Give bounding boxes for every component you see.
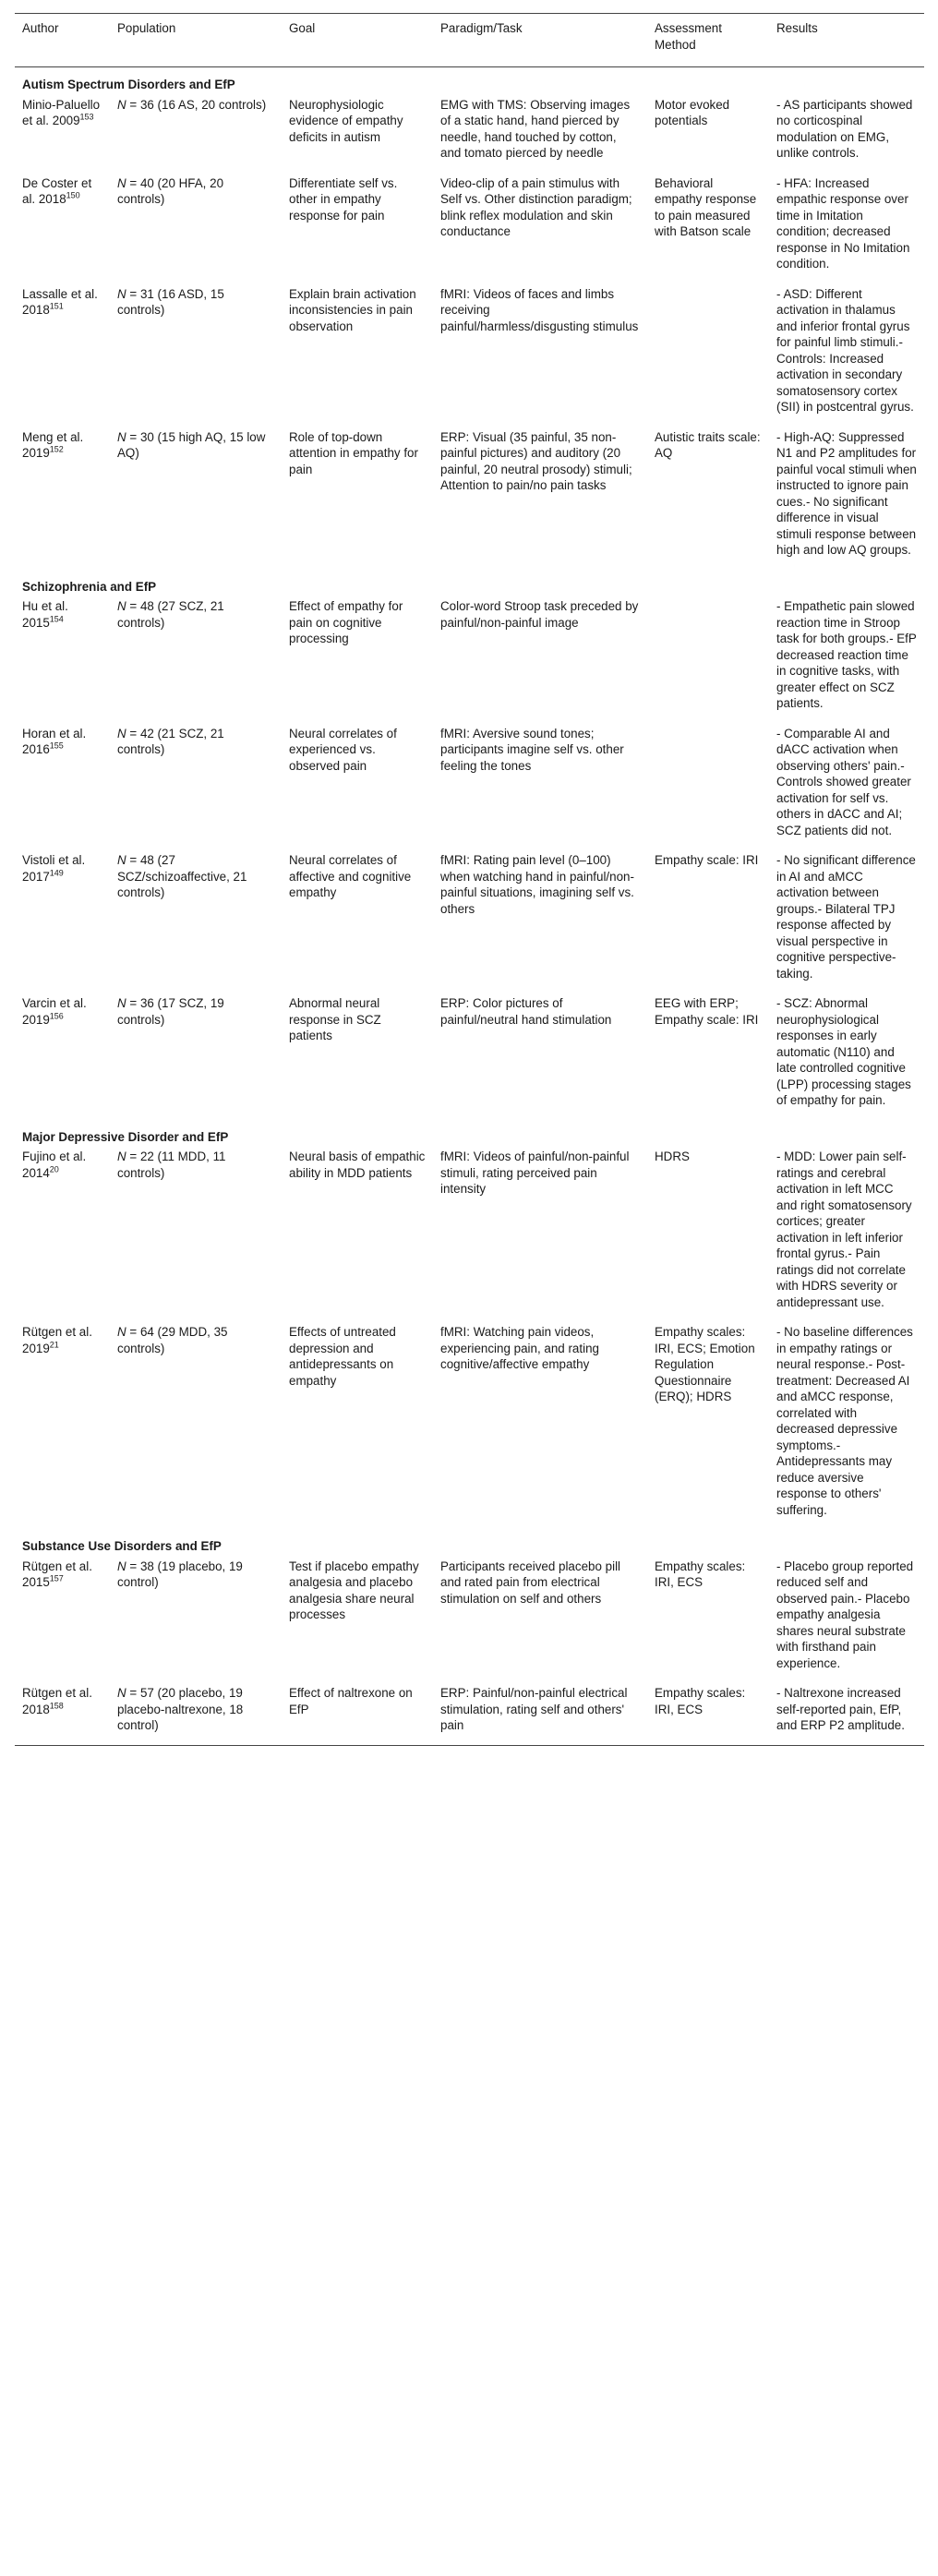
author-text: Hu et al. 2015 <box>22 599 68 630</box>
population-cell <box>110 723 282 850</box>
table-body <box>15 67 924 1746</box>
population-text: = 36 (17 SCZ, 19 controls) <box>117 996 224 1027</box>
header-results: Results <box>769 14 924 67</box>
table-row <box>15 1321 924 1529</box>
paradigm-cell: fMRI: Rating pain level (0–100) when watching hand in painful/non-painful situations, imagining self vs. others <box>440 853 634 916</box>
paradigm-cell: ERP: Color pictures of painful/neutral hand stimulation <box>440 996 612 1027</box>
population-cell <box>110 1146 282 1321</box>
author-cell <box>15 993 110 1120</box>
paradigm-cell: ERP: Visual (35 painful, 35 non-painful pictures) and auditory (20 painful, 20 neutral prosody) stimuli; Attention to pain/no pain tasks <box>440 429 632 492</box>
header-assessment: Assessment Method <box>647 14 769 67</box>
author-text: De Coster et al. 2018 <box>22 175 92 206</box>
assessment-cell: Empathy scales: IRI, ECS <box>647 1682 769 1745</box>
population-text: = 30 (15 high AQ, 15 low AQ) <box>117 429 266 460</box>
section-row <box>15 1120 924 1147</box>
results-cell: - Comparable AI and dACC activation when observing others' pain.- Controls showed greater activation for self vs. others in dACC and AI; SCZ patients did not. <box>776 726 911 837</box>
reference-number: 150 <box>66 190 80 200</box>
table-row <box>15 94 924 173</box>
n-symbol: N <box>117 1325 126 1339</box>
population-text: = 36 (16 AS, 20 controls) <box>129 97 267 112</box>
reference-number: 154 <box>49 614 64 624</box>
goal-cell: Effect of empathy for pain on cognitive processing <box>289 599 403 645</box>
n-symbol: N <box>117 726 126 740</box>
assessment-cell: Behavioral empathy response to pain measured with Batson scale <box>655 175 757 238</box>
n-symbol: N <box>117 996 126 1010</box>
population-text: = 38 (19 placebo, 19 control) <box>117 1559 243 1589</box>
population-text: = 40 (20 HFA, 20 controls) <box>117 175 224 206</box>
results-cell: - ASD: Different activation in thalamus and inferior frontal gyrus for painful limb stimuli.- Controls: Increased activation in secondary somatosensory cortex (SII) in postcentral gyrus. <box>776 286 914 414</box>
paradigm-cell: EMG with TMS: Observing images of a static hand, hand pierced by needle, hand touched by cotton, and tomato pierced by needle <box>440 97 631 160</box>
results-cell: - MDD: Lower pain self-ratings and cerebral activation in left MCC and right somatosensory cortices; greater activation in left inferior frontal gyrus.- Pain ratings did not correlate with HDRS severity or antidepressant use. <box>776 1150 912 1309</box>
goal-cell: Effect of naltrexone on EfP <box>282 1682 433 1745</box>
population-text: = 42 (21 SCZ, 21 controls) <box>117 726 224 756</box>
author-text: Vistoli et al. 2017 <box>22 853 86 884</box>
table-header <box>15 14 924 67</box>
results-cell: - No baseline differences in empathy ratings or neural response.- Post-treatment: Decreased AI and aMCC response, correlated with decreased depressive symptoms.- Antidepressants may reduce aversive response to others' suffering. <box>776 1325 913 1517</box>
n-symbol: N <box>117 286 126 301</box>
paradigm-cell: ERP: Painful/non-painful electrical stimulation, rating self and others' pain <box>433 1682 647 1745</box>
population-cell <box>110 1321 282 1529</box>
header-author: Author <box>15 14 110 67</box>
table-row <box>15 849 924 993</box>
results-cell: - HFA: Increased empathic response over time in Imitation condition; decreased response in No Imitation condition. <box>776 175 910 271</box>
author-cell <box>15 723 110 850</box>
goal-cell: Effects of untreated depression and antidepressants on empathy <box>289 1325 396 1388</box>
author-text: Meng et al. 2019 <box>22 429 84 460</box>
author-cell <box>15 427 110 570</box>
author-text: Lassalle et al. 2018 <box>22 286 98 317</box>
reference-number: 149 <box>49 868 64 878</box>
section-title: Major Depressive Disorder and EfP <box>22 1129 229 1144</box>
author-cell <box>15 94 110 173</box>
author-cell <box>15 173 110 283</box>
population-cell <box>110 596 282 723</box>
table-row <box>15 427 924 570</box>
results-cell: - High-AQ: Suppressed N1 and P2 amplitudes for painful vocal stimuli when instructed to ignore pain cues.- No significant difference in visual stimuli response between high and low AQ groups. <box>776 429 917 557</box>
paradigm-cell: fMRI: Videos of faces and limbs receiving painful/harmless/disgusting stimulus <box>440 286 639 333</box>
n-symbol: N <box>117 429 126 444</box>
reference-number: 151 <box>49 301 64 311</box>
goal-cell: Abnormal neural response in SCZ patients <box>289 996 381 1042</box>
paradigm-cell: Video-clip of a pain stimulus with Self vs. Other distinction paradigm; blink reflex modulation and skin conductance <box>440 175 632 238</box>
table-row <box>15 1146 924 1321</box>
table-row <box>15 1682 924 1745</box>
header-goal: Goal <box>282 14 433 67</box>
results-cell: - Placebo group reported reduced self and observed pain.- Placebo empathy analgesia shares neural substrate with firsthand pain experience. <box>776 1559 914 1670</box>
population-text: = 31 (16 ASD, 15 controls) <box>117 286 224 317</box>
author-cell <box>15 1682 110 1745</box>
population-cell <box>110 849 282 993</box>
population-cell <box>110 283 282 427</box>
reference-number: 158 <box>49 1701 64 1711</box>
results-cell: - No significant difference in AI and aMCC activation between groups.- Bilateral TPJ response affected by visual perspective in cognitive perspective-taking. <box>776 853 916 981</box>
author-text: Rütgen et al. 2019 <box>22 1325 92 1355</box>
table-row <box>15 1556 924 1683</box>
population-cell <box>110 1682 282 1745</box>
n-symbol: N <box>117 599 126 613</box>
author-text: Varcin et al. 2019 <box>22 996 87 1027</box>
population-cell <box>110 1556 282 1683</box>
n-symbol: N <box>117 1150 126 1163</box>
section-row <box>15 1529 924 1556</box>
author-cell <box>15 1321 110 1529</box>
section-row <box>15 67 924 94</box>
author-text: Minio-Paluello et al. 2009 <box>22 97 101 127</box>
paradigm-cell: Color-word Stroop task preceded by painful/non-painful image <box>440 599 639 630</box>
reference-number: 21 <box>49 1340 59 1350</box>
n-symbol: N <box>117 175 126 190</box>
population-text: = 48 (27 SCZ, 21 controls) <box>117 599 224 630</box>
table-row <box>15 596 924 723</box>
assessment-cell <box>647 596 769 723</box>
goal-cell: Neural correlates of experienced vs. observed pain <box>289 726 397 773</box>
section-title: Substance Use Disorders and EfP <box>22 1539 222 1553</box>
author-text: Rütgen et al. 2018 <box>22 1686 92 1716</box>
paradigm-cell: Participants received placebo pill and rated pain from electrical stimulation on self and others <box>440 1559 621 1606</box>
reference-number: 153 <box>79 112 94 122</box>
table-row <box>15 283 924 427</box>
author-text: Horan et al. 2016 <box>22 726 87 756</box>
goal-cell: Neural correlates of affective and cognitive empathy <box>289 853 412 899</box>
author-cell <box>15 1556 110 1683</box>
goal-cell: Neurophysiologic evidence of empathy deficits in autism <box>289 97 403 144</box>
author-text: Rütgen et al. 2015 <box>22 1559 92 1589</box>
assessment-cell: Empathy scale: IRI <box>655 853 759 867</box>
reference-number: 156 <box>49 1011 64 1021</box>
results-cell: - SCZ: Abnormal neurophysiological responses in early automatic (N110) and late controlled cognitive (LPP) processing stages of empathy for pain. <box>776 996 911 1107</box>
assessment-cell <box>647 723 769 850</box>
reference-number: 20 <box>49 1164 59 1174</box>
n-symbol: N <box>117 1559 126 1573</box>
author-cell <box>15 283 110 427</box>
paradigm-cell: fMRI: Aversive sound tones; participants imagine self vs. other feeling the tones <box>440 726 624 773</box>
paradigm-cell: fMRI: Videos of painful/non-painful stimuli, rating perceived pain intensity <box>440 1150 630 1196</box>
results-cell: - Empathetic pain slowed reaction time in Stroop task for both groups.- EfP decreased reaction time in cognitive tasks, with greater effect on SCZ patients. <box>776 599 917 710</box>
assessment-cell: Empathy scales: IRI, ECS <box>655 1559 746 1589</box>
goal-cell: Differentiate self vs. other in empathy response for pain <box>289 175 398 223</box>
author-cell <box>15 1146 110 1321</box>
table-row <box>15 993 924 1120</box>
n-symbol: N <box>117 1686 126 1700</box>
reference-number: 155 <box>49 740 64 751</box>
reference-number: 157 <box>49 1573 64 1583</box>
assessment-cell: Motor evoked potentials <box>655 97 730 127</box>
reference-number: 152 <box>49 444 64 454</box>
section-title: Autism Spectrum Disorders and EfP <box>22 78 235 91</box>
population-cell <box>110 173 282 283</box>
assessment-cell: EEG with ERP; Empathy scale: IRI <box>655 996 759 1027</box>
assessment-cell: Empathy scales: IRI, ECS; Emotion Regulation Questionnaire (ERQ); HDRS <box>655 1325 755 1403</box>
goal-cell: Test if placebo empathy analgesia and placebo analgesia share neural processes <box>289 1559 419 1621</box>
results-cell: - Naltrexone increased self-reported pain, EfP, and ERP P2 amplitude. <box>769 1682 924 1745</box>
assessment-cell <box>647 283 769 427</box>
table-row <box>15 723 924 850</box>
population-cell <box>110 427 282 570</box>
section-title: Schizophrenia and EfP <box>22 579 157 594</box>
header-population: Population <box>110 14 282 67</box>
goal-cell: Role of top-down attention in empathy for pain <box>289 429 418 476</box>
author-cell <box>15 596 110 723</box>
assessment-cell: Autistic traits scale: AQ <box>655 429 761 460</box>
population-text: = 64 (29 MDD, 35 controls) <box>117 1325 228 1355</box>
studies-table <box>15 13 924 1746</box>
author-cell <box>15 849 110 993</box>
section-row <box>15 570 924 596</box>
paradigm-cell: fMRI: Watching pain videos, experiencing pain, and rating cognitive/affective empathy <box>440 1325 599 1371</box>
table-row <box>15 173 924 283</box>
population-cell <box>110 993 282 1120</box>
n-symbol: N <box>117 853 126 867</box>
results-table-container <box>15 13 924 1746</box>
author-text: Fujino et al. 2014 <box>22 1150 87 1180</box>
population-text: = 22 (11 MDD, 11 controls) <box>117 1150 226 1180</box>
goal-cell: Explain brain activation inconsistencies in pain observation <box>289 286 416 333</box>
population-text: = 57 (20 placebo, 19 placebo-naltrexone, 18 control) <box>117 1686 244 1732</box>
population-cell <box>110 94 282 173</box>
assessment-cell: HDRS <box>655 1150 690 1163</box>
population-text: = 48 (27 SCZ/schizoaffective, 21 controls) <box>117 853 247 899</box>
n-symbol: N <box>117 97 126 112</box>
header-paradigm: Paradigm/Task <box>433 14 647 67</box>
goal-cell: Neural basis of empathic ability in MDD patients <box>289 1150 426 1180</box>
results-cell: - AS participants showed no corticospinal modulation on EMG, unlike controls. <box>776 97 913 160</box>
